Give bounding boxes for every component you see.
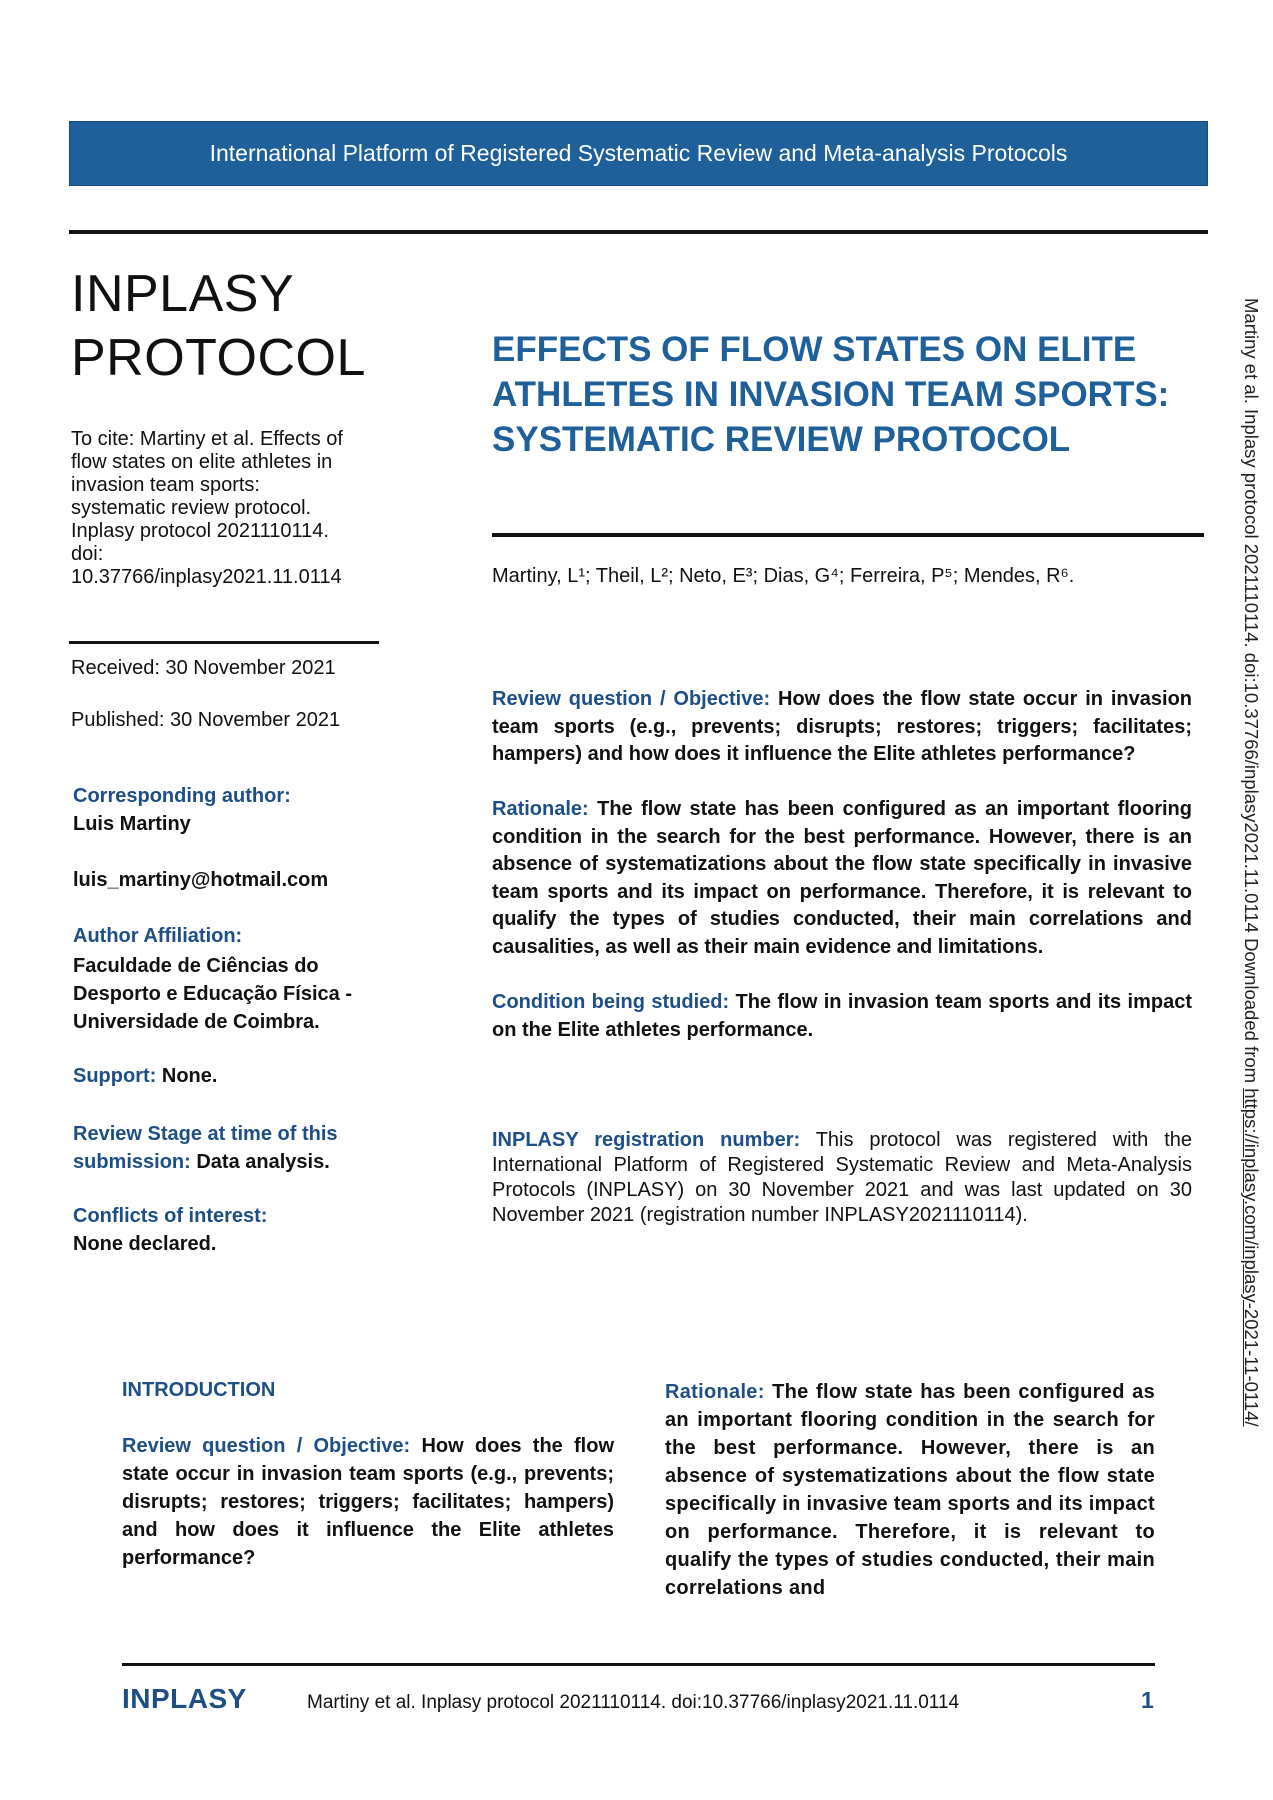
summary-review-question <box>492 686 1192 769</box>
download-sidebar-text: Martiny et al. Inplasy protocol 2021110114. doi:10.37766/inplasy2021.11.0114 Downloaded from <box>1241 298 1262 1089</box>
summary-condition <box>492 989 1192 1044</box>
conflicts-label: Conflicts of interest: <box>73 1205 268 1227</box>
stage-label-line2: submission: <box>73 1151 191 1173</box>
authors-line: Martiny, L¹; Theil, L²; Neto, E³; Dias, G⁴; Ferreira, P⁵; Mendes, R⁶. <box>492 565 1075 587</box>
page-number: 1 <box>1141 1687 1154 1713</box>
protocol-heading <box>71 262 366 390</box>
support-label: Support: <box>73 1065 157 1087</box>
registration-paragraph <box>492 1128 1192 1228</box>
affiliation-line: Desporto e Educação Física - <box>73 983 352 1005</box>
cite-line: doi: <box>71 543 104 565</box>
title-rule <box>492 533 1204 537</box>
protocol-heading-line1: INPLASY <box>71 265 295 323</box>
title-line: ATHLETES IN INVASION TEAM SPORTS: <box>492 375 1170 414</box>
platform-banner <box>69 121 1208 186</box>
summary-review-question-label: Review question / Objective: <box>492 688 771 710</box>
footer-citation: Martiny et al. Inplasy protocol 2021110114. doi:10.37766/inplasy2021.11.0114 <box>307 1692 960 1713</box>
body-rationale-label: Rationale: <box>665 1381 765 1403</box>
registration-label: INPLASY registration number: <box>492 1129 801 1151</box>
body-review-question-text: How does the flow state occur in invasion team sports (e.g., prevents; disrupts; restores; triggers; facilitates; hampers) and how does it influence the Elite athletes performance? <box>122 1435 615 1569</box>
title-line: EFFECTS OF FLOW STATES ON ELITE <box>492 330 1137 369</box>
summary-review-question-text: How does the flow state occur in invasion team sports (e.g., prevents; disrupts; restores; triggers; facilitates; hampers) and how does it influence the Elite athletes performance? <box>492 688 1193 765</box>
body-rationale-text: The flow state has been configured as an important flooring condition in the search for the best performance. However, there is an absence of systematizations about the flow state specifically in invasive team sports and its impact on performance. Therefore, it is relevant to qualify the types of studies conducted, their main correlations and <box>665 1381 1155 1599</box>
corresponding-name: Luis Martiny <box>73 813 191 835</box>
top-rule <box>69 230 1208 234</box>
summary-rationale <box>492 796 1192 961</box>
review-stage <box>73 1120 338 1176</box>
download-sidebar <box>1240 298 1262 1427</box>
cite-line: invasion team sports: <box>71 474 260 496</box>
body-rationale <box>665 1378 1155 1602</box>
affiliation-line: Faculdade de Ciências do <box>73 955 319 977</box>
summary-rationale-label: Rationale: <box>492 798 589 820</box>
left-rule <box>69 641 379 644</box>
corresponding-label: Corresponding author: <box>73 785 291 807</box>
body-review-question <box>122 1432 614 1572</box>
body-review-question-label: Review question / Objective: <box>122 1435 411 1457</box>
citation-block <box>71 428 401 589</box>
protocol-heading-line2: PROTOCOL <box>71 329 366 387</box>
conflicts-value: None declared. <box>73 1233 217 1255</box>
title-line: SYSTEMATIC REVIEW PROTOCOL <box>492 420 1071 459</box>
support-line <box>73 1064 217 1088</box>
stage-label-line1: Review Stage at time of this <box>73 1123 338 1145</box>
summary-condition-label: Condition being studied: <box>492 991 730 1013</box>
cite-line: 10.37766/inplasy2021.11.0114 <box>71 566 342 588</box>
support-value: None. <box>161 1065 218 1087</box>
author-email: luis_martiny@hotmail.com <box>73 869 329 891</box>
registration-text: This protocol was registered with the International Platform of Registered Systematic Review and Meta-Analysis Protocols (INPLASY) on 30 November 2021 and was last updated on 30 November 2021 (registration number INPLASY2021110114). <box>492 1129 1192 1226</box>
stage-value: Data analysis. <box>196 1151 330 1173</box>
cite-line: flow states on elite athletes in <box>71 451 333 473</box>
cite-line: To cite: Martiny et al. Effects of <box>71 428 343 450</box>
summary-rationale-text: The flow state has been configured as an important flooring condition in the search for the best performance. However, there is an absence of systematizations about the flow state specifically in invasive team sports and its impact on performance. Therefore, it is relevant to qualify the types of studies conducted, their main correlations and causalities, as well as their main evidence and limitations. <box>492 798 1192 958</box>
cite-line: Inplasy protocol 2021110114. <box>71 520 329 542</box>
affiliation-block <box>73 952 352 1036</box>
received-date: Received: 30 November 2021 <box>71 657 336 679</box>
footer-rule <box>122 1663 1155 1666</box>
footer-brand: INPLASY <box>122 1683 247 1714</box>
affiliation-line: Universidade de Coimbra. <box>73 1011 320 1033</box>
introduction-heading: INTRODUCTION <box>122 1379 276 1401</box>
summary-condition-text: The flow in invasion team sports and its impact on the Elite athletes performance. <box>492 991 1192 1041</box>
paper-title <box>492 327 1212 462</box>
published-date: Published: 30 November 2021 <box>71 709 341 731</box>
download-link[interactable]: https://inplasy.com/inplasy-2021-11-0114/ <box>1241 1088 1262 1427</box>
platform-banner-text: International Platform of Registered Systematic Review and Meta-analysis Protocols <box>209 140 1068 166</box>
cite-line: systematic review protocol. <box>71 497 312 519</box>
affiliation-label: Author Affiliation: <box>73 925 243 947</box>
